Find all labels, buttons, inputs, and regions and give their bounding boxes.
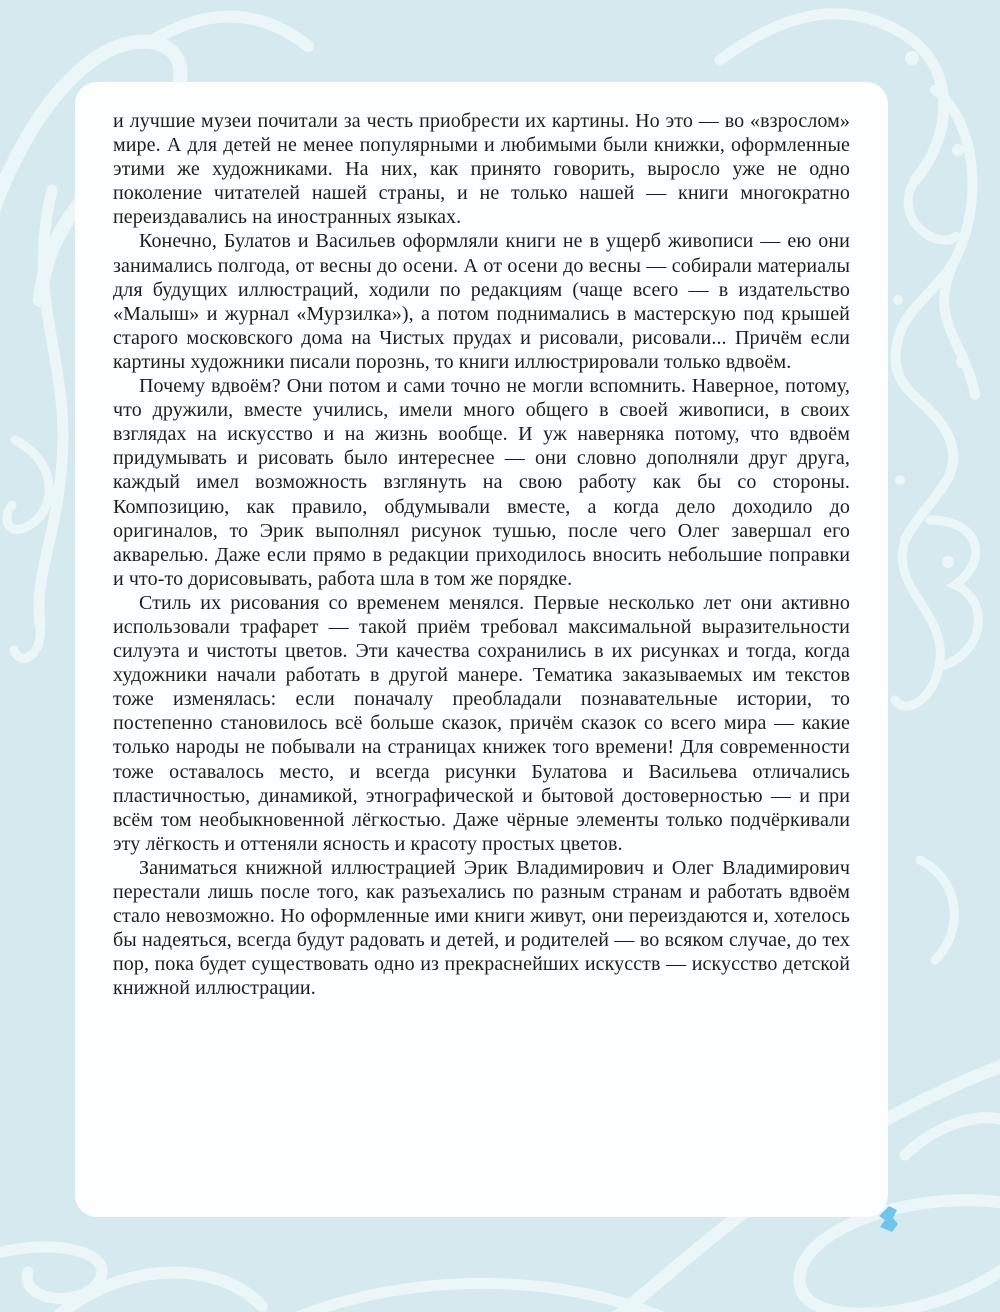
flourish-bottom-center — [300, 1283, 660, 1312]
paragraph-1: и лучшие музеи почитали за честь приобрести их картины. Но это — во «взрослом» мире. А для детей не менее популярными и любимыми были книжки, оформленные этими же художниками. На них, как принято говорить, выросло уже не одно поколение читателей нашей страны, и не только нашей — книги многократно переиздавались на иностранных языках. — [113, 110, 850, 229]
paragraph-2: Конечно, Булатов и Васильев оформляли книги не в ущерб живописи — ею они занимались полгода, от весны до осени. А от осени до весны — собирали материалы для будущих иллюстраций, ходили по редакциям (чаще всего — в издательство «Малыш» и журнал «Мурзилка»), а потом поднимались в мастерскую под крышей старого московского дома на Чистых прудах и рисовали, рисовали... Причём если картины художники писали порознь, то книги иллюстрировали только вдвоём. — [113, 230, 850, 373]
paragraph-3: Почему вдвоём? Они потом и сами точно не могли вспомнить. Наверное, потому, что дружили, вместе учились, имели много общего в своей живописи, в своих взглядах на искусство и на жизнь вообще. И уж наверняка потому, что вдвоём придумывать и рисовать было интереснее — они словно дополняли друг друга, каждый имел возможность взглянуть на свою работу как бы со стороны. Композицию, как правило, обдумывали вместе, а когда дело доходило до оригиналов, то Эрик выполнял рисунок тушью, после чего Олег завершал его акварелью. Даже если прямо в редакции приходилось вносить небольшие поправки и что-то дорисовывать, работа шла в том же порядке. — [113, 375, 850, 590]
flourish-bottom-left — [0, 1247, 262, 1312]
text-card — [75, 82, 888, 1217]
paragraph-4: Стиль их рисования со временем менялся. Первые несколько лет они активно использовали трафарет — такой приём требовал максимальной выразительности силуэта и чистоты цветов. Эти качества сохранились в их рисунках и тогда, когда художники начали работать в другой манере. Тематика заказываемых им текстов тоже изменялась: если поначалу преобладали познавательные истории, то постепенно становилось всё больше сказок, причём сказок со всего мира — какие только народы не побывали на страницах книжек того времени! Для современности тоже оставалось место, и всегда рисунки Булатова и Васильева отличались пластичностью, динамикой, этнографической и бытовой достоверностью — и при всём том необыкновенной лёгкостью. Даже чёрные элементы только подчёркивали эту лёгкость и оттеняли ясность и красоту простых цветов. — [113, 591, 850, 855]
corner-ornament-icon — [872, 1200, 906, 1236]
paragraph-5: Заниматься книжной иллюстрацией Эрик Владимирович и Олег Владимирович перестали лишь после того, как разъехались по разным странам и работать вдвоём стало невозможно. Но оформленные ими книги живут, они переиздаются и, хотелось бы надеяться, всегда будут радовать и детей, и родителей — во всяком случае, до тех пор, пока будет существовать одно из прекраснейших искусств — искусство детской книжной иллюстрации. — [113, 856, 850, 1000]
